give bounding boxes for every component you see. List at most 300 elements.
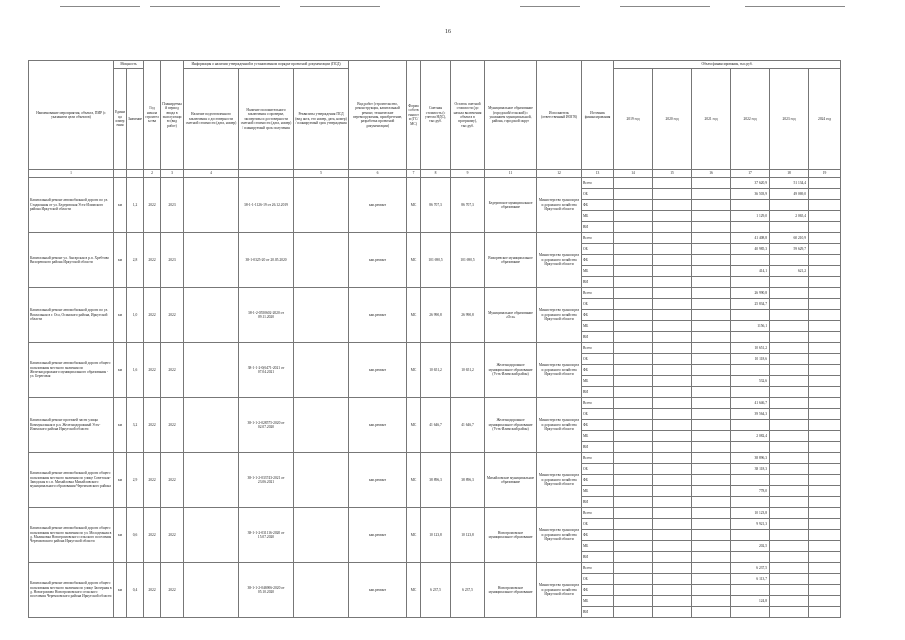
funding-value: 60 210,9 [770,233,809,244]
funding-value [809,563,841,574]
capacity-unit: км [114,233,127,288]
funding-value [809,189,841,200]
funding-value [692,321,731,332]
funding-value [692,376,731,387]
funding-value [770,420,809,431]
funding-value: 778,0 [731,486,770,497]
funding-value [692,409,731,420]
year-end: 2023 [161,233,184,288]
funding-value [770,519,809,530]
funding-value [809,321,841,332]
funding-value [692,563,731,574]
ownership: МС [407,398,421,453]
docs-conclusion [184,453,239,508]
funding-source: ВИ [582,387,614,398]
table-row [29,233,841,244]
year-start: 2022 [144,508,161,563]
funding-value [614,178,653,189]
funding-source: МБ [582,321,614,332]
funding-value [692,222,731,233]
funding-value [653,519,692,530]
funding-value [692,354,731,365]
funding-value [770,332,809,343]
object-name: Капитальный ремонт автомобильной дороги по ул. Стадионная от ул. Бедеровская Усть-Илимского района Иркутской области [29,178,114,233]
docs-expertise: 38-1-1-2-046906-2020 от 05.10.2020 [239,563,294,618]
work-type: кап.ремонт [349,233,407,288]
funding-value [809,519,841,530]
capacity-unit: км [114,563,127,618]
funding-value [770,288,809,299]
docs-expertise: 38-1-1-2-0(6471-2021 от 07.04.2021 [239,343,294,398]
funding-value [770,365,809,376]
funding-value [614,464,653,475]
year-start: 2022 [144,178,161,233]
funding-source: МБ [582,211,614,222]
funding-value: 414,1 [731,266,770,277]
funding-value [614,574,653,585]
executor: Министерство транспорта и дорожного хозяйства Иркутской области [537,178,582,233]
funding-value [731,585,770,596]
ownership: МС [407,453,421,508]
funding-value [692,464,731,475]
funding-value [653,552,692,563]
funding-value [731,497,770,508]
funding-value [653,365,692,376]
municipality: Новогромовское муниципальное образование [485,563,537,618]
funding-value [692,365,731,376]
municipality: Железнодорожное муниципальное образование (Усть-Илимский район) [485,343,537,398]
docs-approval [294,398,349,453]
funding-value [809,354,841,365]
ownership: МС [407,563,421,618]
funding-value [770,574,809,585]
funding-source: ВИ [582,607,614,618]
funding-value [770,431,809,442]
funding-value [692,189,731,200]
funding-value [692,266,731,277]
funding-value [809,178,841,189]
header-funding: Объем финансирования, тыс.руб. [614,61,841,69]
funding-value [692,475,731,486]
funding-value [614,189,653,200]
funding-value [614,442,653,453]
funding-value [614,475,653,486]
funding-value [770,541,809,552]
funding-source: МБ [582,376,614,387]
funding-value [692,541,731,552]
funding-value [614,486,653,497]
header-year-2021: 2021 год [692,69,731,170]
funding-value [692,486,731,497]
funding-source: Всего [582,178,614,189]
funding-value [731,607,770,618]
column-number: 8 [421,170,451,178]
funding-value [614,585,653,596]
funding-value [809,574,841,585]
capacity-value: 1,0 [127,288,144,343]
funding-value [653,222,692,233]
year-start: 2022 [144,563,161,618]
funding-source: ОБ [582,244,614,255]
funding-value [653,530,692,541]
executor: Министерство транспорта и дорожного хозяйства Иркутской области [537,398,582,453]
column-number: 16 [692,170,731,178]
funding-source: ФБ [582,200,614,211]
funding-value [614,332,653,343]
funding-value [692,530,731,541]
column-number [127,170,144,178]
funding-value [653,464,692,475]
funding-source: ОБ [582,574,614,585]
funding-source: ВИ [582,497,614,508]
municipality: Новогромовское муниципальное образование [485,508,537,563]
capacity-value: 0,6 [127,508,144,563]
funding-source: ОБ [582,519,614,530]
funding-value [770,552,809,563]
funding-source: ВИ [582,442,614,453]
funding-value [809,299,841,310]
header-municipality: Муниципальное образование (городской/сельский) с указанием муниципальной, района, городской округ [485,61,537,170]
funding-value [731,277,770,288]
funding-value: 6 237,5 [731,563,770,574]
funding-value [653,398,692,409]
funding-value [653,409,692,420]
funding-value [770,497,809,508]
column-number: 15 [653,170,692,178]
year-end: 2022 [161,288,184,343]
funding-value [692,574,731,585]
docs-conclusion [184,233,239,288]
funding-source: ОБ [582,464,614,475]
funding-value [770,563,809,574]
funding-value [770,398,809,409]
docs-approval [294,508,349,563]
funding-value [614,233,653,244]
year-start: 2022 [144,233,161,288]
funding-value [731,332,770,343]
funding-value [692,442,731,453]
funding-value [614,244,653,255]
funding-value [809,530,841,541]
estimate-cost: 38 896,3 [421,453,451,508]
funding-source: ВИ [582,332,614,343]
funding-value [809,387,841,398]
funding-value [614,530,653,541]
funding-value [692,398,731,409]
funding-value [731,552,770,563]
funding-value [692,431,731,442]
funding-value [770,596,809,607]
funding-source: ФБ [582,365,614,376]
funding-value [614,541,653,552]
capacity-unit: км [114,398,127,453]
column-number: 7 [407,170,421,178]
funding-value [653,310,692,321]
funding-value [692,178,731,189]
funding-value [653,563,692,574]
funding-value [653,607,692,618]
executor: Министерство транспорта и дорожного хозяйства Иркутской области [537,288,582,343]
funding-value [692,299,731,310]
remaining-cost: 86 707,3 [451,178,485,233]
funding-value [614,255,653,266]
funding-value [614,222,653,233]
docs-approval [294,233,349,288]
funding-value [770,222,809,233]
ownership: МС [407,343,421,398]
remaining-cost: 38 896,3 [451,453,485,508]
work-type: кап.ремонт [349,343,407,398]
funding-value [614,354,653,365]
docs-conclusion [184,343,239,398]
municipality: Михайловское муниципальное образование [485,453,537,508]
year-start: 2022 [144,288,161,343]
funding-source: МБ [582,541,614,552]
funding-value [770,464,809,475]
funding-value: 202,5 [731,541,770,552]
funding-value [653,211,692,222]
object-name: Капитальный ремонт автомобильной дороги общего пользования местного значения по Железнодорожного муниципального образования - ул. Береговая [29,343,114,398]
header-year-2019: 2019 год [614,69,653,170]
header-estimate: Сметная стоимость (с учетом НДС), тыс.руб. [421,61,451,170]
year-end: 2023 [161,178,184,233]
funding-value [770,409,809,420]
header-docs-2: Наличие положительного заключения о проверке, экспертизы и достоверности сметной стоимости (дата, номер) / планируемый срок получения [239,69,294,170]
docs-approval [294,563,349,618]
municipality: Железнодорожное муниципальное образование (Усть-Илимский район) [485,398,537,453]
funding-source: ФБ [582,585,614,596]
funding-source: ФБ [582,530,614,541]
funding-value [653,332,692,343]
table-row [29,563,841,574]
year-end: 2022 [161,398,184,453]
funding-value [653,420,692,431]
capacity-value: 0,4 [127,563,144,618]
funding-source: МБ [582,431,614,442]
funding-value [614,288,653,299]
funding-value [653,508,692,519]
funding-value [653,233,692,244]
column-number: 18 [770,170,809,178]
funding-value [692,497,731,508]
funding-value [770,321,809,332]
funding-value: 10 118,6 [731,354,770,365]
funding-value [614,321,653,332]
funding-value [809,365,841,376]
executor: Министерство транспорта и дорожного хозяйства Иркутской области [537,453,582,508]
object-name: Капитальный ремонт автомобильной дороги общего пользования местного значения по улице Советская-Заводская в с.п. Михайловка Михайловского муниципального образования Черемховского района [29,453,114,508]
funding-value: 9 921,3 [731,519,770,530]
funding-value [653,200,692,211]
funding-value [614,453,653,464]
funding-value [692,420,731,431]
funding-value [731,255,770,266]
funding-value [809,442,841,453]
docs-approval [294,453,349,508]
funding-source: МБ [582,596,614,607]
funding-value: 25 834,7 [731,299,770,310]
column-number [239,170,294,178]
docs-conclusion [184,288,239,343]
funding-value [809,541,841,552]
docs-approval [294,288,349,343]
executor: Министерство транспорта и дорожного хозяйства Иркутской области [537,563,582,618]
municipality: Муниципальное образование «Оса» [485,288,537,343]
estimate-cost: 6 237,5 [421,563,451,618]
funding-value [809,453,841,464]
funding-value [731,365,770,376]
funding-value [614,508,653,519]
docs-conclusion [184,563,239,618]
funding-source: Всего [582,563,614,574]
funding-source: ОБ [582,189,614,200]
funding-source: МБ [582,486,614,497]
docs-expertise: 38-1-1-2-031116-2020 от 15.07.2020 [239,508,294,563]
capacity-unit: км [114,343,127,398]
funding-value [692,255,731,266]
capacity-unit: км [114,288,127,343]
header-executor: Исполнитель (ответственный ИОГВ) [537,61,582,170]
estimate-cost: 10 123,8 [421,508,451,563]
funding-value [692,596,731,607]
funding-source: ФБ [582,475,614,486]
funding-value [614,299,653,310]
funding-value [653,541,692,552]
funding-value: 2 082,4 [731,431,770,442]
funding-value [809,244,841,255]
funding-value [653,475,692,486]
docs-expertise: 38-1-1-2-033743-2021 от 23.06.2021 [239,453,294,508]
year-end: 2022 [161,563,184,618]
funding-value [653,288,692,299]
header-year-start: Год начала строительства [144,61,161,170]
funding-value [770,530,809,541]
funding-value [770,200,809,211]
funding-value [614,420,653,431]
column-number: 14 [614,170,653,178]
funding-value [809,607,841,618]
header-source: Источник финансирования [582,61,614,170]
ownership: МС [407,508,421,563]
year-end: 2022 [161,453,184,508]
funding-value [770,486,809,497]
header-remaining: Остаток сметной стоимости (до начала включения объекта в программу), тыс.руб. [451,61,485,170]
funding-source: ВИ [582,222,614,233]
funding-source: ФБ [582,420,614,431]
funding-value [653,321,692,332]
funding-value [692,585,731,596]
funding-value [770,387,809,398]
remaining-cost: 10 123,8 [451,508,485,563]
funding-source: ВИ [582,552,614,563]
funding-value [653,442,692,453]
header-value: Значение [127,69,144,170]
header-year-2020: 2020 год [653,69,692,170]
investment-program-table [28,60,841,618]
funding-value [809,266,841,277]
column-number: 1 [29,170,114,178]
object-name: Капитальный ремонт автомобильной дороги по ул. Вокзальная в г. Оса, Осинского района, Иркутской области [29,288,114,343]
municipality: Вихоревское муниципальное образование [485,233,537,288]
funding-value [614,409,653,420]
column-number: 3 [161,170,184,178]
funding-source: ФБ [582,255,614,266]
docs-approval [294,178,349,233]
funding-value [692,244,731,255]
funding-value [731,310,770,321]
funding-value [692,200,731,211]
funding-value [653,574,692,585]
funding-source: Всего [582,343,614,354]
funding-value [653,387,692,398]
funding-source: ВИ [582,277,614,288]
funding-value [809,431,841,442]
capacity-value: 2,9 [127,453,144,508]
capacity-value: 3,2 [127,398,144,453]
estimate-cost: 86 707,3 [421,178,451,233]
column-number: 17 [731,170,770,178]
capacity-value: 1,6 [127,343,144,398]
remaining-cost: 26 990,8 [451,288,485,343]
docs-expertise: 38-1-2-0550602-2020 от 09.11.2020 [239,288,294,343]
capacity-value: 2,8 [127,233,144,288]
object-name: Капитальный ремонт автомобильной дороги общего пользования местного значения по ул. Молодежная в д. Малиновка Новогромовского сельского поселения Черемховского района Иркутской области [29,508,114,563]
funding-value [692,277,731,288]
header-ownership: Форма собственности (ГС/МС) [407,61,421,170]
header-work-type: Вид работ (строительство, реконструкция, капитальный ремонт, технические перевооружения, приобретение, разработка проектной документации) [349,61,407,170]
docs-expertise: 38-1-1-2-028575-2020 от 02.07.2020 [239,398,294,453]
funding-value: 41 408,8 [731,233,770,244]
funding-value: 1156,1 [731,321,770,332]
funding-value [809,277,841,288]
remaining-cost: 6 237,5 [451,563,485,618]
funding-value [653,596,692,607]
column-number: 5 [294,170,349,178]
remaining-cost: 101 690,5 [451,233,485,288]
funding-value [614,310,653,321]
header-name: Наименование мероприятия, объекта, ПИР (с указанием цели объектов) [29,61,114,170]
header-year-2023: 2023 год [770,69,809,170]
funding-source: Всего [582,398,614,409]
funding-value [614,519,653,530]
funding-value [653,343,692,354]
page-number: 16 [445,29,451,35]
table-row [29,398,841,409]
year-start: 2022 [144,343,161,398]
funding-value [614,376,653,387]
funding-value [614,398,653,409]
column-number: 9 [451,170,485,178]
header-year-end: Планируемый период ввода в эксплуатацию (вид работ) [161,61,184,170]
column-number: 12 [537,170,582,178]
funding-value [809,310,841,321]
header-docs-3: Реквизиты утверждения ПСД (вид акта, его номер, дата, номер) / планируемый срок утверждения [294,69,349,170]
funding-value [809,332,841,343]
funding-value [653,189,692,200]
funding-value [614,200,653,211]
funding-value [809,288,841,299]
column-numbers-row [29,170,841,178]
year-start: 2022 [144,398,161,453]
work-type: кап.ремонт [349,288,407,343]
funding-value [770,343,809,354]
ownership: МС [407,178,421,233]
funding-value: 41 646,7 [731,398,770,409]
funding-value [809,255,841,266]
docs-expertise: 38-1-1-1126-19 от 26.12.2019 [239,178,294,233]
year-end: 2022 [161,508,184,563]
funding-value: 37 620,9 [731,178,770,189]
